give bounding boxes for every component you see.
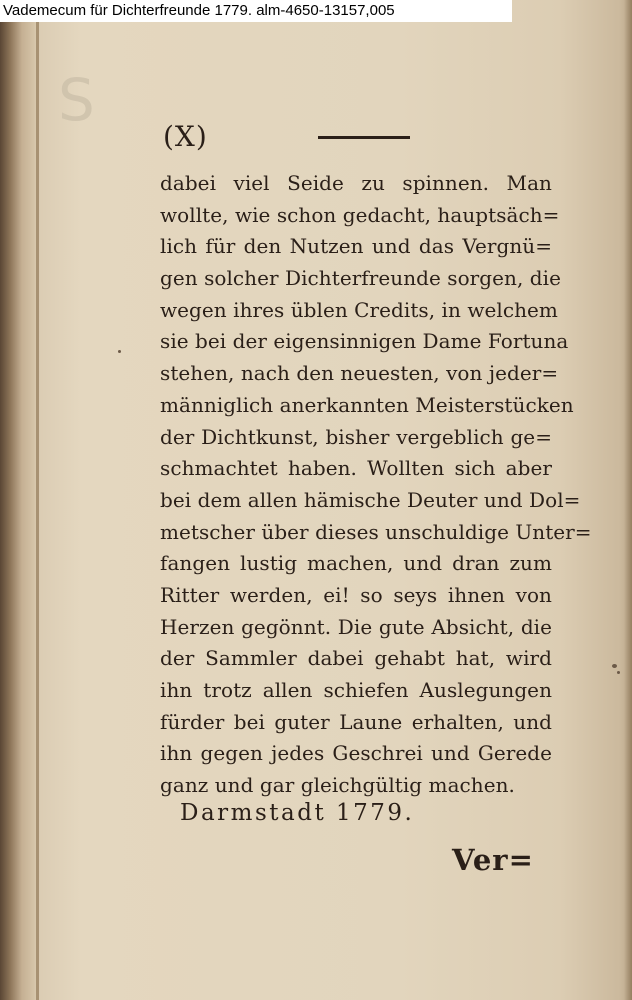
body-text bbox=[160, 168, 592, 802]
dateline: Darmstadt 1779. bbox=[180, 800, 415, 826]
text-line: lich für den Nutzen und das Vergnü= bbox=[160, 234, 552, 259]
text-line: ganz und gar gleichgültig machen. bbox=[160, 773, 515, 798]
page-edge-shadow bbox=[624, 0, 632, 1000]
paper-speck bbox=[118, 350, 121, 353]
catchword: Ver= bbox=[452, 843, 534, 877]
binding-edge bbox=[36, 0, 39, 1000]
text-line: männiglich anerkannten Meisterstücken bbox=[160, 392, 574, 417]
text-line: Ritter werden, ei! so seys ihnen von bbox=[160, 582, 552, 607]
text-line: gen solcher Dichterfreunde sorgen, die bbox=[160, 266, 561, 291]
window-title: Vademecum für Dichterfreunde 1779. alm-4650-13157,005 bbox=[0, 0, 512, 22]
text-line: stehen, nach den neuesten, von jeder= bbox=[160, 361, 559, 386]
paper-speck bbox=[612, 664, 617, 668]
text-line: dabei viel Seide zu spinnen. Man bbox=[160, 171, 552, 195]
library-stamp: S bbox=[58, 66, 95, 134]
text-line: wollte, wie schon gedacht, hauptsäch= bbox=[160, 202, 560, 227]
text-line: sie bei der eigensinnigen Dame Fortuna bbox=[160, 329, 569, 354]
text-line: bei dem allen hämische Deuter und Dol= bbox=[160, 487, 581, 512]
paper-speck bbox=[617, 671, 620, 674]
text-line: fangen lustig machen, und dran zum bbox=[160, 551, 552, 576]
text-line: der Dichtkunst, bisher vergeblich ge= bbox=[160, 424, 552, 449]
header-rule bbox=[318, 136, 410, 139]
text-line: der Sammler dabei gehabt hat, wird bbox=[160, 646, 552, 671]
text-line: wegen ihres üblen Credits, in welchem bbox=[160, 297, 558, 322]
text-line: ihn trotz allen schiefen Auslegungen bbox=[160, 678, 552, 702]
text-line: schmachtet haben. Wollten sich aber bbox=[160, 456, 552, 481]
page-number: (X) bbox=[163, 120, 208, 153]
text-line: ihn gegen jedes Geschrei und Gerede bbox=[160, 741, 552, 766]
book-binding bbox=[0, 0, 36, 1000]
text-line: metscher über dieses unschuldige Unter= bbox=[160, 519, 592, 544]
text-line: Herzen gegönnt. Die gute Absicht, die bbox=[160, 614, 552, 639]
text-line: fürder bei guter Laune erhalten, und bbox=[160, 709, 552, 734]
